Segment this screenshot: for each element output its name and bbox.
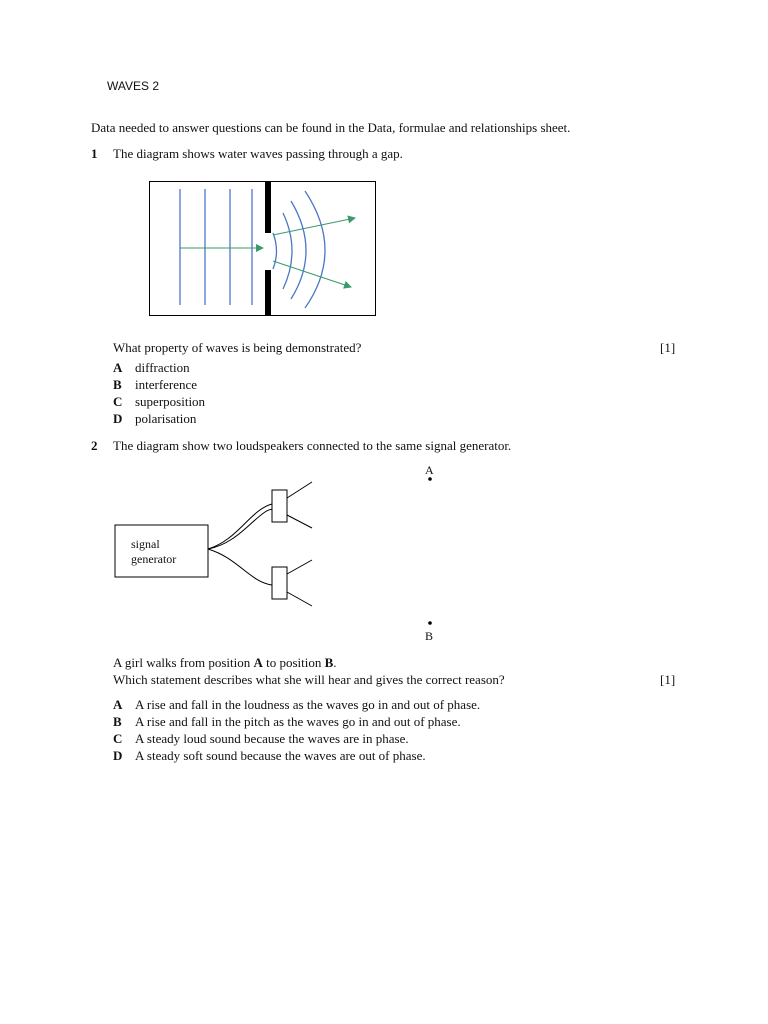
option-letter: B <box>113 714 122 729</box>
point-b-dot <box>428 621 432 625</box>
point-b-label: B <box>425 629 434 643</box>
q1-option-d[interactable] <box>113 411 196 427</box>
q1-option-b[interactable] <box>113 377 197 393</box>
barrier-bottom <box>265 270 271 316</box>
walk-point-b: B <box>324 655 334 670</box>
signal-generator-label-2: generator <box>131 552 177 566</box>
q2-option-d[interactable] <box>113 748 426 764</box>
q1-option-c[interactable] <box>113 394 205 410</box>
option-letter: D <box>113 748 123 763</box>
option-letter: D <box>113 411 123 426</box>
question-2-prompt: Which statement describes what she will hear and gives the correct reason? <box>113 672 505 687</box>
option-text: diffraction <box>135 360 190 375</box>
diffracted-wavefront <box>291 201 306 299</box>
diffracted-wavefront <box>305 191 325 308</box>
speaker-bottom <box>272 567 287 599</box>
gap-diffraction-diagram <box>149 181 376 316</box>
point-a-dot <box>428 477 432 481</box>
speaker-top-cone <box>287 515 312 528</box>
q2-option-a[interactable] <box>113 697 480 713</box>
option-letter: A <box>113 697 123 712</box>
speaker-bottom-cone <box>287 592 312 606</box>
option-letter: B <box>113 377 122 392</box>
question-2-stem: The diagram show two loudspeakers connected to the same signal generator. <box>113 438 512 453</box>
option-text: A rise and fall in the pitch as the waves go in and out of phase. <box>135 714 461 729</box>
option-text: A rise and fall in the loudness as the waves go in and out of phase. <box>135 697 481 712</box>
question-1-marks: [1] <box>660 340 676 355</box>
diffracted-arrow-up <box>273 218 355 235</box>
option-letter: C <box>113 731 123 746</box>
option-letter: C <box>113 394 123 409</box>
question-1-number: 1 <box>91 146 98 161</box>
question-1-prompt: What property of waves is being demonstrated? <box>113 340 362 355</box>
speaker-top <box>272 490 287 522</box>
barrier-top <box>265 181 271 233</box>
diffracted-wavefront <box>273 233 277 269</box>
cable-bottom <box>208 549 272 585</box>
question-1-stem: The diagram shows water waves passing through a gap. <box>113 146 403 161</box>
page-title: WAVES 2 <box>107 79 160 93</box>
option-text: interference <box>135 377 198 392</box>
loudspeakers-diagram <box>110 460 450 650</box>
option-text: A steady loud sound because the waves are in phase. <box>135 731 409 746</box>
option-text: superposition <box>135 394 206 409</box>
option-text: polarisation <box>135 411 197 426</box>
walk-point-a: A <box>253 655 263 670</box>
question-2-number: 2 <box>91 438 98 453</box>
q2-option-c[interactable] <box>113 731 409 747</box>
signal-generator-box <box>115 525 208 577</box>
question-2-walk-text: A girl walks from position A to position B. <box>113 655 337 670</box>
q2-option-b[interactable] <box>113 714 461 730</box>
point-a-label: A <box>425 463 434 477</box>
speaker-top-cone <box>287 482 312 498</box>
option-text: A steady soft sound because the waves are out of phase. <box>135 748 426 763</box>
speaker-bottom-cone <box>287 560 312 574</box>
cable-top-2 <box>208 504 272 549</box>
option-letter: A <box>113 360 123 375</box>
q1-option-a[interactable] <box>113 360 190 376</box>
diffracted-wavefront <box>283 213 292 289</box>
diffracted-arrow-down <box>273 261 351 287</box>
question-2-marks: [1] <box>660 672 676 687</box>
intro-text: Data needed to answer questions can be found in the Data, formulae and relationships sheet. <box>91 120 571 135</box>
signal-generator-label-1: signal <box>131 537 160 551</box>
